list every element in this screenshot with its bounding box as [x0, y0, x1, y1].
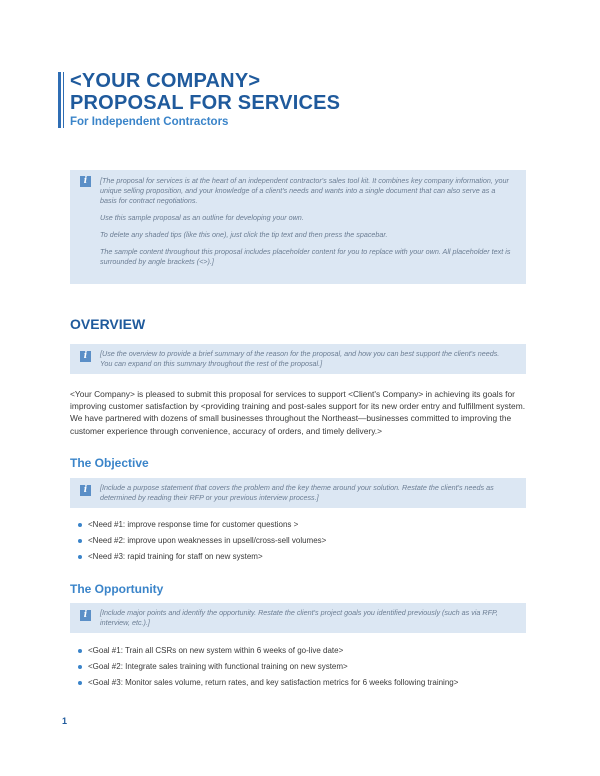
bullet-icon [78, 681, 82, 685]
list-item [78, 659, 538, 675]
title-accent-bar [58, 72, 61, 128]
bullet-icon [78, 649, 82, 653]
list-item [78, 549, 538, 565]
tip-paragraph: [Include major points and identify the opportunity. Restate the client's project goals you identified previously (such as via RFP, interview, etc.).] [100, 608, 498, 627]
list-item-text: <Need #3: rapid training for staff on new system> [88, 552, 263, 561]
list-item-text: <Goal #2: Integrate sales training with functional training on new system> [88, 662, 348, 671]
info-icon: i [80, 485, 91, 496]
list-item-text: <Goal #1: Train all CSRs on new system within 6 weeks of go-live date> [88, 646, 344, 655]
bullet-icon [78, 665, 82, 669]
list-item [78, 517, 538, 533]
opportunity-heading: The Opportunity [70, 582, 164, 596]
opportunity-tip-box[interactable] [70, 603, 526, 633]
document-title-line1: <YOUR COMPANY> [70, 70, 261, 92]
list-item [78, 533, 538, 549]
bullet-icon [78, 523, 82, 527]
objective-tip-box[interactable] [70, 478, 526, 508]
overview-body-text: <Your Company> is pleased to submit this proposal for services to support <Client's Company> in achieving its goals for improving customer satisfaction by <providing training and post-sales support for its new order entry and fulfillment system. We have partnered with dozens of small businesses throughout the Northeast—businesses committed to improving the customer experience through convenience, accuracy of orders, and timely delivery.> [70, 389, 526, 436]
list-item-text: <Goal #3: Monitor sales volume, return rates, and key satisfaction metrics for 6 weeks following training> [88, 678, 459, 687]
overview-heading: OVERVIEW [70, 316, 146, 332]
list-item [78, 643, 538, 659]
objective-needs-list [78, 517, 538, 565]
bullet-icon [78, 555, 82, 559]
opportunity-goals-list [78, 643, 538, 691]
page-number: 1 [62, 716, 68, 726]
tip-paragraph: To delete any shaded tips (like this one), just click the tip text and then press the spacebar. [100, 230, 388, 239]
tip-paragraph: Use this sample proposal as an outline for developing your own. [100, 213, 304, 222]
document-title-line2: PROPOSAL FOR SERVICES [70, 92, 341, 114]
document-subtitle: For Independent Contractors [70, 116, 229, 128]
list-item-text: <Need #1: improve response time for customer questions > [88, 520, 299, 529]
tip-paragraph: The sample content throughout this proposal includes placeholder content for you to replace with your own. All placeholder text is surrounded by angle brackets (<>).] [100, 247, 511, 266]
info-icon: i [80, 176, 91, 187]
tip-paragraph: [Include a purpose statement that covers the problem and the key theme around your solution. Restate the client's needs as determined by reading their RFP or your previous interview process.] [100, 483, 494, 502]
list-item-text: <Need #2: improve upon weaknesses in upsell/cross-sell volumes> [88, 536, 327, 545]
overview-tip-box[interactable] [70, 344, 526, 374]
objective-heading: The Objective [70, 456, 149, 470]
info-icon: i [80, 610, 91, 621]
title-accent-bar-thin [63, 72, 64, 128]
list-item [78, 675, 538, 691]
tip-paragraph: [Use the overview to provide a brief summary of the reason for the proposal, and how you can best support the client's needs. You can expand on this summary throughout the rest of the proposal.] [100, 349, 500, 368]
intro-tip-box[interactable] [70, 170, 526, 284]
tip-paragraph: [The proposal for services is at the heart of an independent contractor's sales tool kit. It combines key company information, your unique selling proposition, and your knowledge of a client's needs and wants into a single document that can also serve as a basis for contract negotiations. [100, 176, 509, 205]
info-icon: i [80, 351, 91, 362]
bullet-icon [78, 539, 82, 543]
